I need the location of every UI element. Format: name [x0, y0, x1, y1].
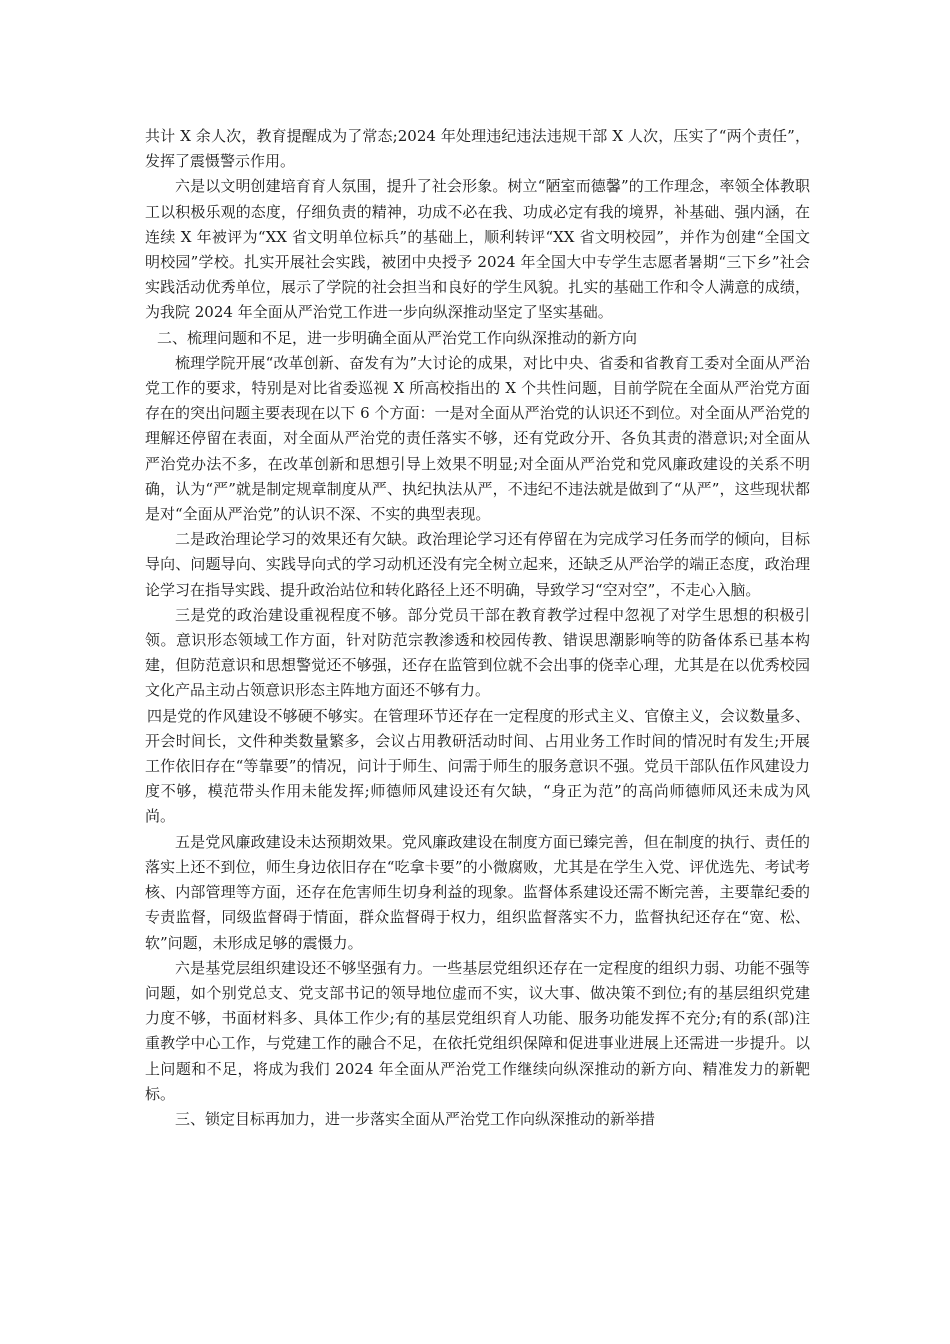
- paragraph-political-building: 三是党的政治建设重视程度不够。部分党员干部在教育教学过程中忽视了对学生思想的积极引领。意识形态领域工作方面，针对防范宗教渗透和校园传教、错误思潮影响等的防备体系已基本构建，但防范意识和思想警觉还不够强，还存在监管到位就不会出事的侥幸心理，尤其是在以优秀校园文化产品主动占领意识形态主阵地方面还不够有力。: [145, 605, 810, 700]
- section-heading-2: 二、梳理问题和不足，进一步明确全面从严治党工作向纵深推动的新方向: [157, 328, 638, 347]
- section-heading-3: 三、锁定目标再加力，进一步落实全面从严治党工作向纵深推动的新举措: [175, 1109, 656, 1128]
- paragraph-review-issues: 梳理学院开展“改革创新、奋发有为”大讨论的成果，对比中央、省委和省教育工委对全面从严治党工作的要求，特别是对比省委巡视 X 所高校指出的 X 个共性问题，目前学院在全面从严治党方面存在的突出问题主要表现在以下 6 个方面：一是对全面从严治党的认识还不到位。对全面从严治党的理解还停留在表面，对全面从严治党的责任落实不够，还有党政分开、各负其责的潜意识;对全面从严治党办法不多，在改革创新和思想引导上效果不明显;对全面从严治党和党风廉政建设的关系不明确，认为“严”就是制定规章制度从严、执纪执法从严，不违纪不违法就是做到了“从严”，这些现状都是对“全面从严治党”的认识不深、不实的典型表现。: [145, 353, 810, 524]
- paragraph-continuation: 共计 X 余人次，教育提醒成为了常态;2024 年处理违纪违法违规干部 X 人次，压实了“两个责任”，发挥了震慑警示作用。: [145, 127, 810, 171]
- paragraph-integrity: 五是党风廉政建设未达预期效果。党风廉政建设在制度方面已臻完善，但在制度的执行、责任的落实上还不到位，师生身边依旧存在“吃拿卡要”的小微腐败，尤其是在学生入党、评优选先、考试考核、内部管理等方面，还存在危害师生切身利益的现象。监督体系建设还需不断完善，主要靠纪委的专责监督，同级监督碍于情面，群众监督碍于权力，组织监督落实不力，监督执纪还存在“宽、松、软”问题，未形成足够的震慑力。: [145, 832, 810, 952]
- paragraph-political-study: 二是政治理论学习的效果还有欠缺。政治理论学习还有停留在为完成学习任务而学的倾向，目标导向、问题导向、实践导向式的学习动机还没有完全树立起来，还缺乏从严治学的端正态度，政治理论学习在指导实践、提升政治站位和转化路径上还不明确，导致学习“空对空”，不走心入脑。: [145, 530, 810, 599]
- paragraph-work-style: 四是党的作风建设不够硬不够实。在管理环节还存在一定程度的形式主义、官僚主义，会议数量多、开会时间长，文件种类数量繁多，会议占用教研活动时间、占用业务工作时间的情况时有发生;开展工作依旧存在“等靠要”的情况，问计于师生、问需于师生的服务意识不强。党员干部队伍作风建设力度不够，模范带头作用未能发挥;师德师风建设还有欠缺，“身正为范”的高尚师德师风还未成为风尚。: [145, 706, 810, 826]
- paragraph-civilization: 六是以文明创建培育育人氛围，提升了社会形象。树立“陋室而德馨”的工作理念，率领全体教职工以积极乐观的态度，仔细负责的精神，功成不必在我、功成必定有我的境界，补基础、强内涵，在连续 X 年被评为“XX 省文明单位标兵”的基础上，顺利转评“XX 省文明校园”，并作为创建“全国文明校园”学校。扎实开展社会实践，被团中央授予 2024 年全国大中专学生志愿者暑期“三下乡”社会实践活动优秀单位，展示了学院的社会担当和良好的学生风貌。扎实的基础工作和令人满意的成绩，为我院 2024 年全面从严治党工作进一步向纵深推动坚定了坚实基础。: [145, 177, 810, 322]
- document-body: [145, 124, 810, 1132]
- paragraph-grassroots: 六是基党层组织建设还不够坚强有力。一些基层党组织还存在一定程度的组织力弱、功能不强等问题，如个别党总支、党支部书记的领导地位虚而不实，议大事、做决策不到位;有的基层组织党建力度不够，书面材料多、具体工作少;有的基层党组织育人功能、服务功能发挥不充分;有的系(部)注重教学中心工作，与党建工作的融合不足，在依托党组织保障和促进事业进展上还需进一步提升。以上问题和不足，将成为我们 2024 年全面从严治党工作继续向纵深推动的新方向、精准发力的新靶标。: [145, 958, 810, 1103]
